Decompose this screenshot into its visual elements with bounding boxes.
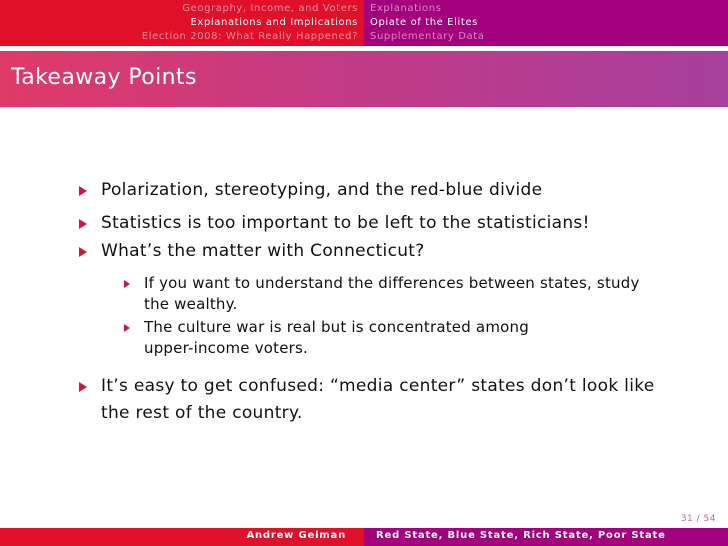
subsection-nav-panel <box>364 0 728 46</box>
section-navigation-bar <box>0 0 728 46</box>
bullet-triangle-icon <box>79 219 87 229</box>
nav-section-geography[interactable]: Geography, Income, and Voters <box>182 3 358 14</box>
nav-subsection-explanations[interactable]: Explanations <box>370 3 442 14</box>
bullet-text: What’s the matter with Connecticut? <box>101 241 425 261</box>
sub-bullet-text-continued: the wealthy. <box>144 295 238 313</box>
nav-section-election-2008[interactable]: Election 2008: What Really Happened? <box>141 31 358 42</box>
footer-talk-title: Red State, Blue State, Rich State, Poor State <box>376 530 666 541</box>
frame-title-bar <box>0 51 728 107</box>
footer-author: Andrew Gelman <box>246 530 346 541</box>
footer-title-panel <box>364 528 728 546</box>
sub-bullet-triangle-icon <box>124 280 130 288</box>
nav-subsection-supplementary[interactable]: Supplementary Data <box>370 31 485 42</box>
frame-title: Takeaway Points <box>11 65 197 90</box>
bullet-triangle-icon <box>79 382 87 392</box>
sub-bullet-text: If you want to understand the differences between states, study <box>144 274 640 292</box>
bullet-text: Statistics is too important to be left to the statisticians! <box>101 213 590 233</box>
page-number: 31 / 54 <box>680 514 716 524</box>
bullet-text: Polarization, stereotyping, and the red-blue divide <box>101 180 543 200</box>
footer-author-panel <box>0 528 364 546</box>
bullet-text: It’s easy to get confused: “media center” states don’t look like <box>101 376 655 396</box>
nav-subsection-opiate-current[interactable]: Opiate of the Elites <box>370 17 478 28</box>
bullet-triangle-icon <box>79 186 87 196</box>
sub-bullet-text: The culture war is real but is concentrated among <box>144 318 529 336</box>
sub-bullet-text-continued: upper-income voters. <box>144 339 309 357</box>
slide-footer <box>0 528 728 546</box>
sub-bullet-triangle-icon <box>124 324 130 332</box>
bullet-text-continued: the rest of the country. <box>101 403 303 423</box>
nav-section-explanations-current[interactable]: Explanations and Implications <box>190 17 358 28</box>
bullet-triangle-icon <box>79 247 87 257</box>
section-nav-panel <box>0 0 364 46</box>
